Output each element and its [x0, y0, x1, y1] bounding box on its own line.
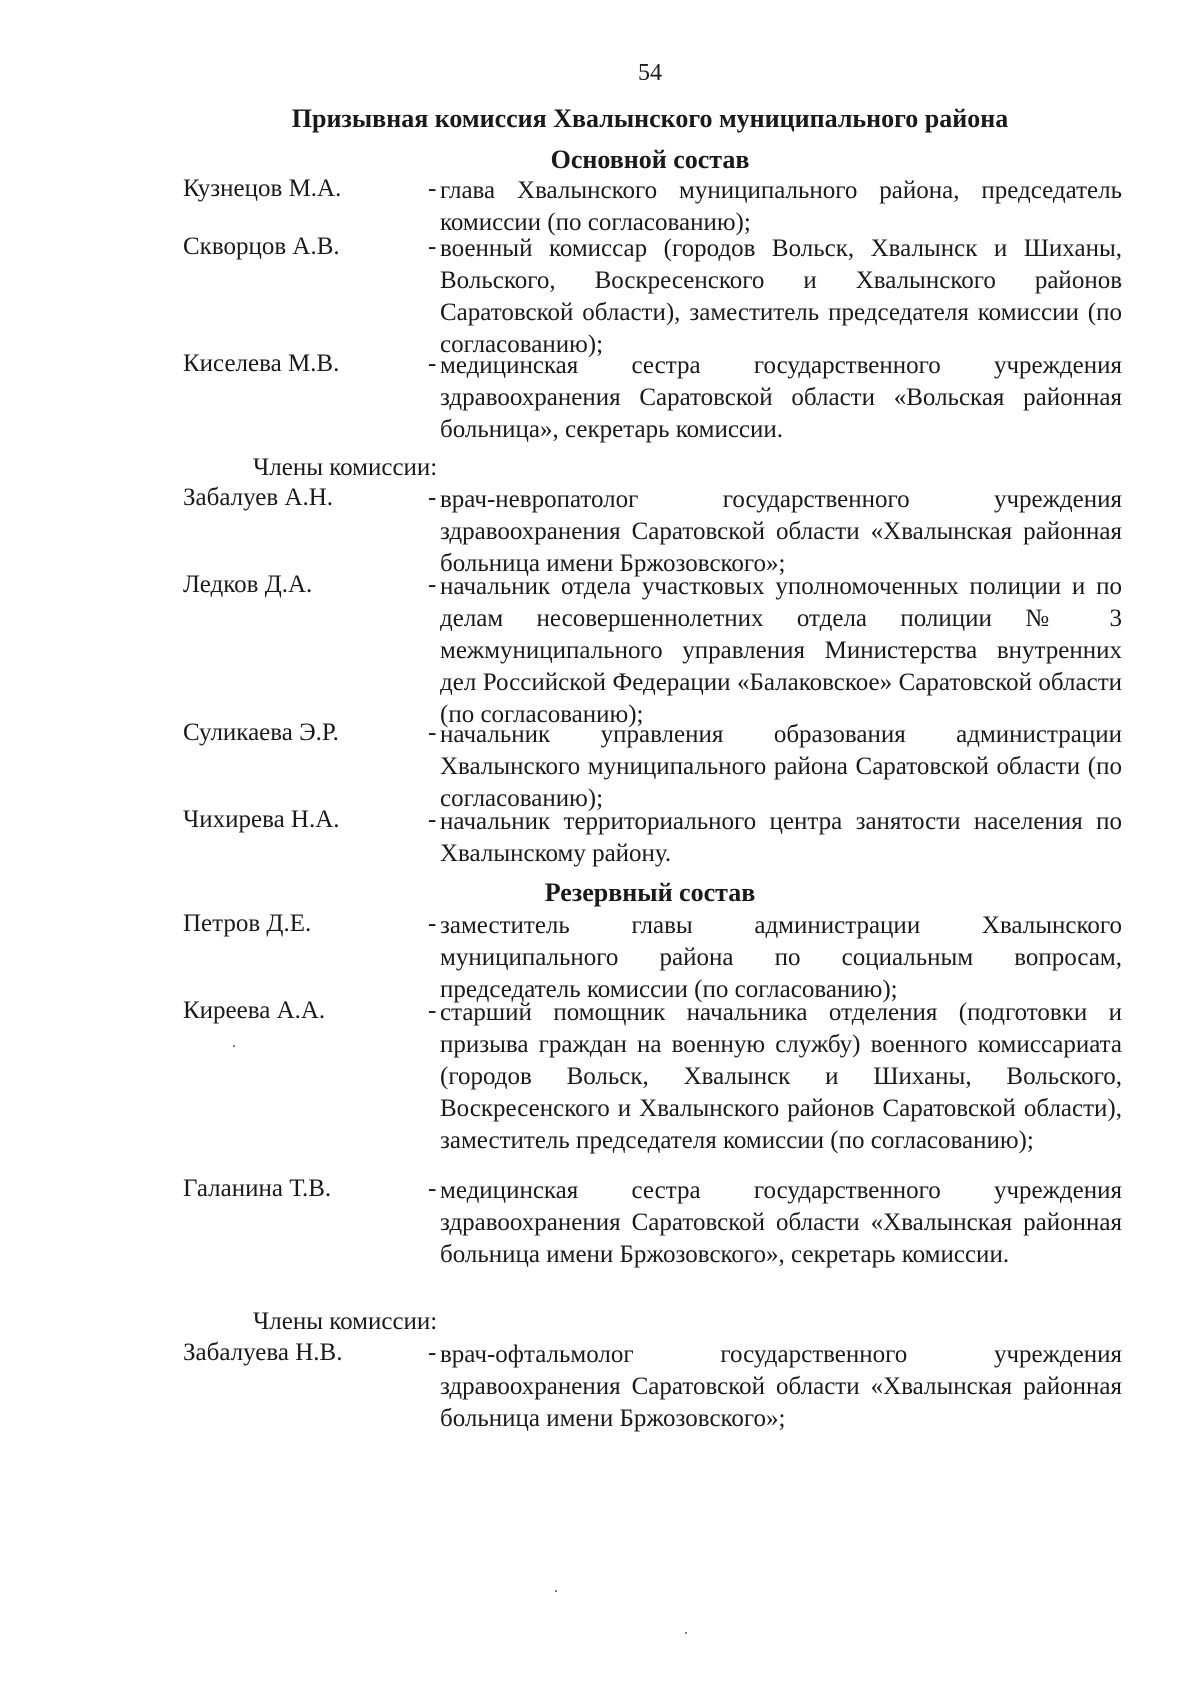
member-name: Забалуев А.Н. [183, 484, 334, 511]
member-name: Галанина Т.В. [183, 1175, 332, 1202]
member-description: врач-невропатолог государственного учреждения здравоохранения Саратовской области «Хвалынская районная больница имени Бржозовского»; [440, 486, 1122, 577]
member-description: медицинская сестра государственного учреждения здравоохранения Саратовской области «Хвалынская районная больница имени Бржозовского», секретарь комиссии. [440, 1177, 1122, 1268]
member-description: военный комиссар (городов Вольск, Хвалынск и Шиханы, Вольского, Воскресенского и Хвалынского районов Саратовской области), заместитель председателя комиссии (по согласованию); [440, 235, 1122, 358]
page-number: 54 [638, 60, 662, 86]
entry-dash: - [428, 175, 437, 202]
entry-dash: - [428, 997, 437, 1024]
member-description: врач-офтальмолог государственного учреждения здравоохранения Саратовской области «Хвалынская районная больница имени Бржозовского»; [440, 1341, 1122, 1432]
member-description: начальник отдела участковых уполномоченных полиции и по делам несовершеннолетних отдела полиции № 3 межмуниципального управления Министерства внутренних дел Российской Федерации «Балаковское» Саратовской области (по согласованию); [440, 573, 1122, 728]
member-name: Суликаева Э.Р. [183, 719, 339, 746]
entry-dash: - [428, 350, 437, 377]
member-name: Ледков Д.А. [183, 571, 313, 598]
reserve-composition-heading: Резервный состав [544, 878, 756, 907]
entry-dash: - [428, 484, 437, 511]
member-description: медицинская сестра государственного учреждения здравоохранения Саратовской области «Вольская районная больница», секретарь комиссии. [440, 352, 1122, 443]
scan-speck [233, 1045, 235, 1047]
entry-dash: - [428, 910, 437, 937]
entry-dash: - [428, 233, 437, 260]
member-description: заместитель главы администрации Хвалынского муниципального района по социальным вопросам, председатель комиссии (по согласованию); [440, 912, 1122, 1003]
main-composition-heading: Основной состав [550, 145, 750, 174]
member-description: глава Хвалынского муниципального района, председатель комиссии (по согласованию); [440, 177, 1122, 236]
member-name: Киселева М.В. [183, 350, 340, 377]
entry-dash: - [428, 1175, 437, 1202]
entry-dash: - [428, 571, 437, 598]
entry-dash: - [428, 806, 437, 833]
member-description: старший помощник начальника отделения (подготовки и призыва граждан на военную службу) военного комиссариата (городов Вольск, Хвалынск и Шиханы, Вольского, Воскресенского и Хвалынского районов Саратовской области), заместитель председателя комиссии (по согласованию); [440, 999, 1122, 1154]
scan-speck [555, 1590, 557, 1592]
member-description: начальник управления образования администрации Хвалынского муниципального района Саратовской области (по согласованию); [440, 721, 1122, 812]
member-name: Чихирева Н.А. [183, 806, 340, 833]
commission-members-label: Члены комиссии: [253, 454, 438, 481]
member-name: Забалуева Н.В. [183, 1339, 343, 1366]
member-name: Киреева А.А. [183, 997, 326, 1024]
member-name: Петров Д.Е. [183, 910, 312, 937]
member-name: Кузнецов М.А. [183, 175, 342, 202]
entry-dash: - [428, 719, 437, 746]
entry-dash: - [428, 1339, 437, 1366]
commission-members-label: Члены комиссии: [253, 1308, 438, 1335]
document-title: Призывная комиссия Хвалынского муниципального района [291, 104, 1009, 133]
member-description: начальник территориального центра занятости населения по Хвалынскому району. [440, 808, 1122, 867]
member-name: Скворцов А.В. [183, 233, 340, 260]
scan-speck [685, 1632, 687, 1634]
